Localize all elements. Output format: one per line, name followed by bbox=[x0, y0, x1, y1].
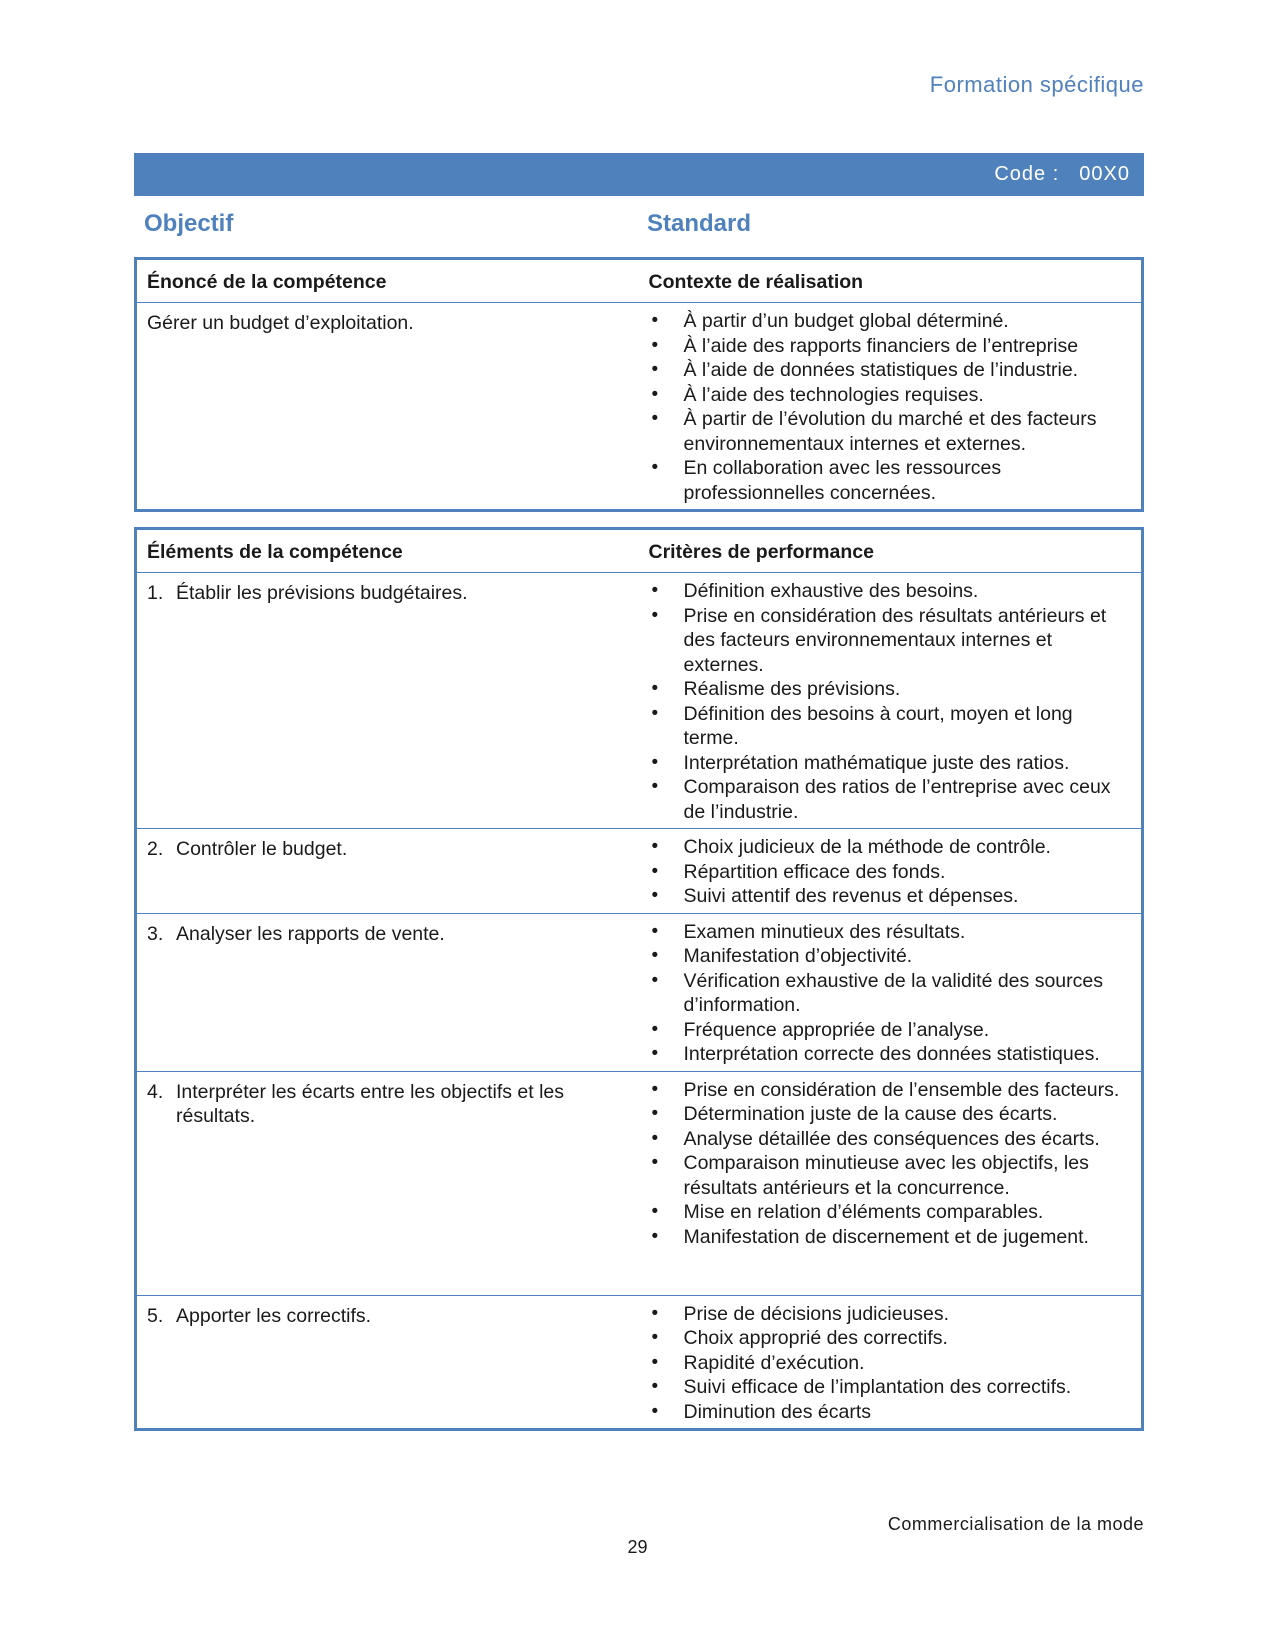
criterion-item: • Rapidité d’exécution. bbox=[639, 1351, 1132, 1376]
section-headings bbox=[134, 210, 1144, 238]
context-table-header bbox=[136, 259, 1143, 303]
criteria-cell bbox=[639, 829, 1143, 914]
element-row bbox=[136, 1295, 1143, 1430]
element-cell bbox=[136, 829, 639, 914]
criteria-list bbox=[639, 835, 1132, 909]
element-item bbox=[147, 581, 629, 606]
context-condition-item: • À partir d’un budget global déterminé. bbox=[639, 309, 1132, 334]
criteria-cell bbox=[639, 1071, 1143, 1295]
context-condition-item: • À l’aide des rapports financiers de l’entreprise bbox=[639, 334, 1132, 359]
criteria-list bbox=[639, 920, 1132, 1067]
element-text: Analyser les rapports de vente. bbox=[176, 922, 445, 945]
code-label: Code : bbox=[994, 163, 1060, 185]
criteria-cell bbox=[639, 573, 1143, 829]
criterion-item: • Interprétation mathématique juste des ratios. bbox=[639, 751, 1132, 776]
element-cell bbox=[136, 573, 639, 829]
criteria-cell bbox=[639, 913, 1143, 1071]
element-cell bbox=[136, 913, 639, 1071]
criterion-item: • Suivi attentif des revenus et dépenses. bbox=[639, 884, 1132, 909]
element-number: 4. bbox=[147, 1080, 164, 1103]
elements-header: Éléments de la compétence bbox=[136, 529, 639, 573]
element-row bbox=[136, 1071, 1143, 1295]
element-number: 2. bbox=[147, 838, 164, 860]
element-cell bbox=[136, 1295, 639, 1430]
context-condition-item: • En collaboration avec les ressources professionnelles concernées. bbox=[639, 456, 1132, 505]
criterion-item: • Prise de décisions judicieuses. bbox=[639, 1302, 1132, 1327]
elements-table-header bbox=[136, 529, 1143, 573]
element-number: 1. bbox=[147, 582, 164, 604]
context-header: Contexte de réalisation bbox=[639, 259, 1143, 303]
elements-table-body bbox=[136, 573, 1143, 1430]
context-table-row bbox=[136, 303, 1143, 511]
footer-program-title: Commercialisation de la mode bbox=[887, 1514, 1144, 1534]
context-conditions bbox=[639, 303, 1143, 511]
code-bar bbox=[134, 153, 1144, 196]
criteria-cell bbox=[639, 1295, 1143, 1430]
criterion-item: • Mise en relation d’éléments comparables. bbox=[639, 1200, 1132, 1225]
standard-heading: Standard bbox=[647, 210, 752, 237]
criteria-list bbox=[639, 1078, 1132, 1250]
criterion-item: • Réalisme des prévisions. bbox=[639, 677, 1132, 702]
competence-statement: Gérer un budget d’exploitation. bbox=[136, 303, 639, 511]
context-condition-item: • À partir de l’évolution du marché et des facteurs environnementaux internes et externes. bbox=[639, 407, 1132, 456]
context-conditions-list bbox=[639, 309, 1132, 505]
criterion-item: • Fréquence appropriée de l’analyse. bbox=[639, 1018, 1132, 1043]
criterion-item: • Choix judicieux de la méthode de contrôle. bbox=[639, 835, 1132, 860]
criteria-list bbox=[639, 1302, 1132, 1425]
context-table bbox=[134, 257, 1144, 512]
criterion-item: • Manifestation de discernement et de jugement. bbox=[639, 1225, 1132, 1250]
element-row bbox=[136, 913, 1143, 1071]
criterion-item: • Répartition efficace des fonds. bbox=[639, 860, 1132, 885]
element-number: 5. bbox=[147, 1304, 164, 1327]
criterion-item: • Comparaison des ratios de l’entreprise avec ceux de l’industrie. bbox=[639, 775, 1132, 824]
element-text: Établir les prévisions budgétaires. bbox=[176, 582, 468, 604]
element-item bbox=[147, 922, 629, 947]
context-condition-item: • À l’aide des technologies requises. bbox=[639, 383, 1132, 408]
element-number: 3. bbox=[147, 922, 164, 945]
criterion-item: • Diminution des écarts bbox=[639, 1400, 1132, 1425]
criterion-item: • Comparaison minutieuse avec les objectifs, les résultats antérieurs et la concurrence. bbox=[639, 1151, 1132, 1200]
element-row bbox=[136, 573, 1143, 829]
criterion-item: • Détermination juste de la cause des écarts. bbox=[639, 1102, 1132, 1127]
context-condition-item: • À l’aide de données statistiques de l’industrie. bbox=[639, 358, 1132, 383]
criterion-item: • Définition exhaustive des besoins. bbox=[639, 579, 1132, 604]
criterion-item: • Prise en considération des résultats antérieurs et des facteurs environnementaux internes et externes. bbox=[639, 604, 1132, 678]
element-row bbox=[136, 829, 1143, 914]
criterion-item: • Définition des besoins à court, moyen et long terme. bbox=[639, 702, 1132, 751]
element-text: Interpréter les écarts entre les objectifs et les résultats. bbox=[176, 1080, 565, 1127]
criterion-item: • Vérification exhaustive de la validité des sources d’information. bbox=[639, 969, 1132, 1018]
code-value: 00X0 bbox=[1079, 163, 1130, 185]
criterion-item: • Examen minutieux des résultats. bbox=[639, 920, 1132, 945]
competence-statement-header: Énoncé de la compétence bbox=[136, 259, 639, 303]
element-item bbox=[147, 837, 629, 862]
criteria-header: Critères de performance bbox=[639, 529, 1143, 573]
criterion-item: • Manifestation d’objectivité. bbox=[639, 944, 1132, 969]
criterion-item: • Interprétation correcte des données statistiques. bbox=[639, 1042, 1132, 1067]
element-text: Apporter les correctifs. bbox=[176, 1304, 372, 1327]
criteria-list bbox=[639, 579, 1132, 824]
element-item bbox=[147, 1304, 629, 1329]
criterion-item: • Suivi efficace de l’implantation des correctifs. bbox=[639, 1375, 1132, 1400]
element-cell bbox=[136, 1071, 639, 1295]
elements-table bbox=[134, 527, 1144, 1431]
objectif-heading: Objectif bbox=[144, 210, 234, 237]
page-number: 29 bbox=[627, 1537, 648, 1557]
element-text: Contrôler le budget. bbox=[176, 838, 348, 860]
criterion-item: • Prise en considération de l’ensemble des facteurs. bbox=[639, 1078, 1132, 1103]
element-item bbox=[147, 1080, 629, 1129]
criterion-item: • Choix approprié des correctifs. bbox=[639, 1326, 1132, 1351]
page-header-title: Formation spécifique bbox=[929, 72, 1144, 97]
criterion-item: • Analyse détaillée des conséquences des écarts. bbox=[639, 1127, 1132, 1152]
